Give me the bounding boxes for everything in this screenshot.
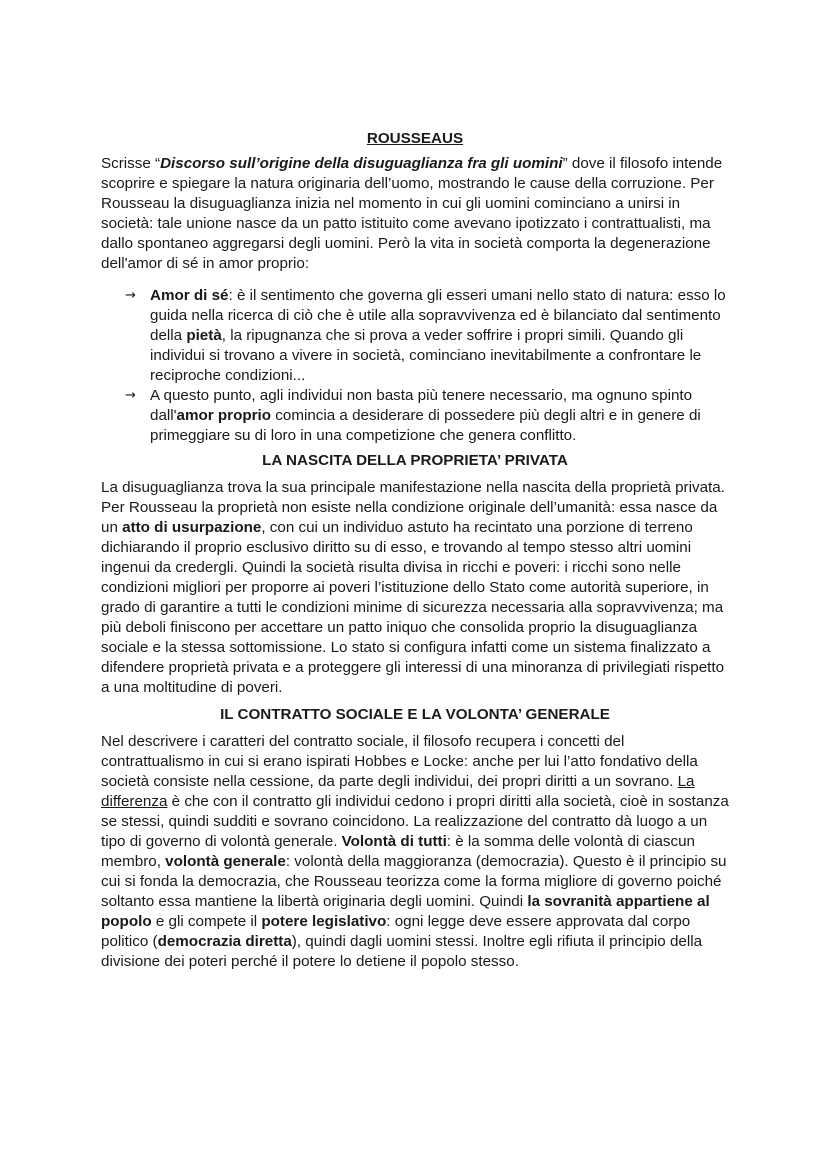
paragraph-text: è che con il contratto gli individui cedono i propri diritti alla società, cioè in sostanza se stessi, quindi sudditi e sovrano coincidono. La realizzazione del contratto dà luogo a un tipo di governo di volontà generale. xyxy=(101,793,729,850)
bold-term: democrazia diretta xyxy=(157,933,292,950)
intro-text: ” dove il filosofo intende scoprire e spiegare la natura originaria dell’uomo, mostrando le cause della corruzione. Per Rousseau la disuguaglianza inizia nel momento in cui gli uomini cominciano a unirsi in società: tale unione nasce da un patto istituito come avevano ipotizzato i contrattualisti, ma dallo spontaneo aggregarsi degli uomini. Però la vita in società comporta la degenerazione dell'amor di sé in amor proprio: xyxy=(101,155,723,272)
item-text: comincia a desiderare di possedere più degli altri e in genere di primeggiare su di loro in una competizione che genera conflitto. xyxy=(150,407,701,444)
bold-term: potere legislativo xyxy=(261,913,387,930)
paragraph-text: ), quindi dagli uomini stessi. Inoltre egli rifiuta il principio della divisione dei poteri perché il potere lo detiene il popolo stesso. xyxy=(101,933,703,970)
paragraph-proprieta xyxy=(101,478,729,698)
section-heading-proprieta: LA NASCITA DELLA PROPRIETA’ PRIVATA xyxy=(262,452,568,469)
paragraph-text: Nel descrivere i caratteri del contratto sociale, il filosofo recupera i concetti del contrattualismo in cui si erano ispirati Hobbes e Locke: anche per lui l’atto fondativo della società consiste nella cessione, da parte degli individui, dei propri diritti a un sovrano. xyxy=(101,733,698,790)
intro-text: Scrisse “ xyxy=(101,155,161,172)
paragraph-text: : ogni legge deve essere approvata dal corpo politico ( xyxy=(101,913,691,950)
paragraph-text: , con cui un individuo astuto ha recintato una porzione di terreno dichiarando il proprio esclusivo diritto su di esso, e trovando al tempo stesso altri uomini ingenui da credergli. Quindi la società risulta divisa in ricchi e poveri: i ricchi sono nelle condizioni migliori per proporre ai poveri l’istituzione dello Stato come autorità superiore, in grado di garantire a tutti le condizioni minime di sicurezza necessaria alla sopravvivenza; ma più deboli finiscono per accettare un patto iniquo che consolida proprio la disuguaglianza sociale e la stessa sottomissione. Lo stato si configura infatti come un sistema finalizzato a difendere proprietà privata e a proteggere gli interessi di una minoranza di privilegiati rispetto a una moltitudine di poveri. xyxy=(101,519,725,696)
bold-term: volontà generale xyxy=(165,853,286,870)
paragraph-text: La disuguaglianza trova la sua principale manifestazione nella nascita della proprietà privata. Per Rousseau la proprietà non esiste nella condizione originale dell’umanità: essa nasce da un xyxy=(101,479,725,536)
bold-term: pietà xyxy=(186,327,222,344)
list-item-amor-proprio xyxy=(125,386,729,446)
paragraph-text: : volontà della maggioranza (democrazia). Questo è il principio su cui si fonda la democrazia, che Rousseau teorizza come la forma migliore di governo poiché soltanto essa mantiene la libertà originaria degli uomini. Quindi xyxy=(101,853,727,910)
bold-term: Amor di sé xyxy=(150,287,229,304)
bold-term: atto di usurpazione xyxy=(122,519,262,536)
work-title: Discorso sull’origine della disuguaglianza fra gli uomini xyxy=(160,155,563,172)
document-title: ROUSSEAUS xyxy=(366,130,464,147)
document-body xyxy=(101,128,729,972)
paragraph-text: : è la somma delle volontà di ciascun membro, xyxy=(101,833,696,870)
bold-term: amor proprio xyxy=(176,407,272,424)
bold-term: Volontà di tutti xyxy=(341,833,447,850)
underlined-term: La differenza xyxy=(101,773,695,810)
intro-paragraph xyxy=(101,154,729,274)
item-text: : è il sentimento che governa gli esseri umani nello stato di natura: esso lo guida nella ricerca di ciò che è utile alla sopravvivenza ed è bilanciato dal sentimento della xyxy=(150,287,726,344)
arrow-icon: → xyxy=(125,388,136,403)
paragraph-text: e gli compete il xyxy=(151,913,262,930)
arrow-icon: → xyxy=(125,288,136,303)
item-text: , la ripugnanza che si prova a veder soffrire i propri simili. Quando gli individui si trovano a vivere in società, cominciano inevitabilmente a confrontare le reciproche condizioni... xyxy=(150,327,702,384)
list-item-amor-di-se xyxy=(125,286,729,386)
bold-term: la sovranità appartiene al popolo xyxy=(101,893,710,930)
section-heading-contratto: IL CONTRATTO SOCIALE E LA VOLONTA’ GENERALE xyxy=(220,706,610,723)
paragraph-contratto xyxy=(101,732,729,972)
item-text: A questo punto, agli individui non basta più tenere necessario, ma ognuno spinto dall' xyxy=(150,387,693,424)
arrow-list xyxy=(101,286,729,446)
